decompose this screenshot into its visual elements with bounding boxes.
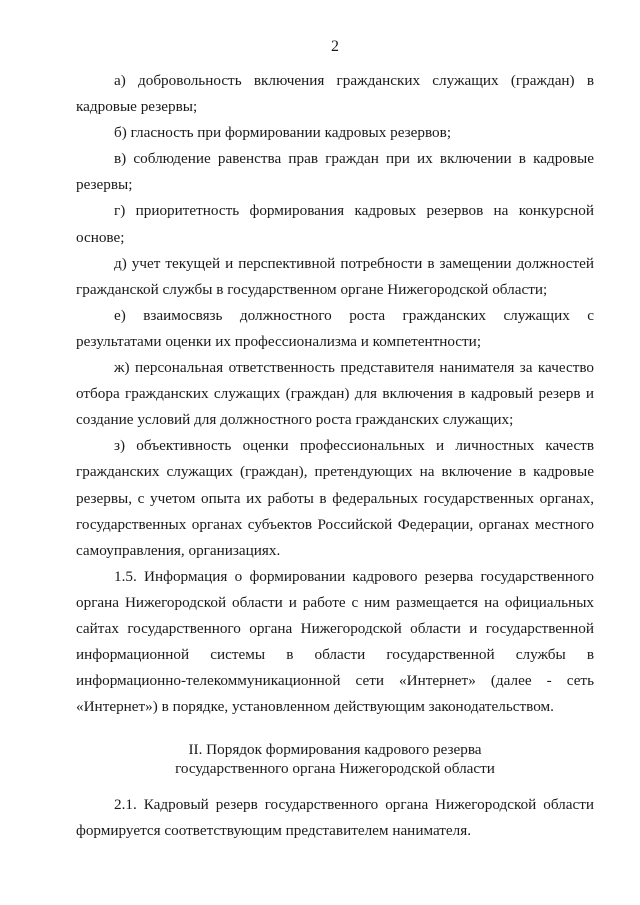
text-line: резервы, с учетом опыта их работы в федеральных государственных органах, [76,489,594,507]
paragraph-g [76,198,594,250]
paragraph-a [76,68,594,120]
text-line: гражданской службы в государственном органе Нижегородской области; [76,280,548,298]
text-line: отбора гражданских служащих (граждан) для включения в кадровый резерв и [76,385,594,403]
paragraph-e [76,303,594,355]
text-line: з) объективность оценки профессиональных и личностных качеств [114,437,594,455]
text-line: формируется соответствующим представителем нанимателя. [76,822,472,840]
text-line: сайтах государственного органа Нижегородской области и государственной [76,619,594,637]
text-line: г) приоритетность формирования кадровых резервов на конкурсной [114,202,594,220]
paragraph-b [76,120,594,146]
text-line: основе; [76,228,125,246]
page-number: 2 [331,38,339,55]
paragraph-p21 [76,792,594,844]
text-line: органа Нижегородской области и работе с ним размещается на официальных [76,593,594,611]
text-line: создание условий для должностного роста гражданских служащих; [76,411,514,429]
text-line: 1.5. Информация о формировании кадрового резерва государственного [114,567,594,585]
section-heading-line: государственного органа Нижегородской области [175,760,495,778]
text-line: д) учет текущей и перспективной потребности в замещении должностей [114,254,594,272]
text-line: ж) персональная ответственность представителя нанимателя за качество [114,359,594,377]
text-line: 2.1. Кадровый резерв государственного органа Нижегородской области [114,796,594,814]
text-line: «Интернет») в порядке, установленном действующим законодательством. [76,698,554,716]
document-body [76,68,594,845]
paragraph-zh [76,355,594,433]
text-line: в кадровые резервы; [76,72,595,116]
paragraph-list-top [76,68,594,720]
paragraph-list-bottom [76,792,594,844]
text-line: информационной системы в области государственной службы [76,646,566,664]
section-heading-line: II. Порядок формирования кадрового резерва [188,741,482,759]
paragraph-d [76,251,594,303]
text-line: а) добровольность включения гражданских служащих (граждан) [114,72,575,89]
paragraph-z [76,433,594,563]
text-line: резервы; [76,176,133,194]
text-line: гражданских служащих (граждан), претендующих на включение в кадровые [76,463,594,481]
paragraph-v [76,146,594,198]
paragraph-p15 [76,564,594,721]
section-heading [76,740,594,778]
text-line: б) гласность при формировании кадровых резервов; [114,124,452,142]
text-line: в информационно-телекоммуникационной сети «Интернет» (далее - сеть [76,646,595,690]
text-line: самоуправления, организациях. [76,541,281,559]
text-line: государственных органах субъектов Российской Федерации, органах местного [76,515,594,533]
text-line: с результатами оценки их профессионализма и компетентности; [76,306,595,350]
text-line: е) взаимосвязь должностного роста гражданских служащих [114,306,570,324]
text-line: в) соблюдение равенства прав граждан при их включении в кадровые [114,150,594,168]
